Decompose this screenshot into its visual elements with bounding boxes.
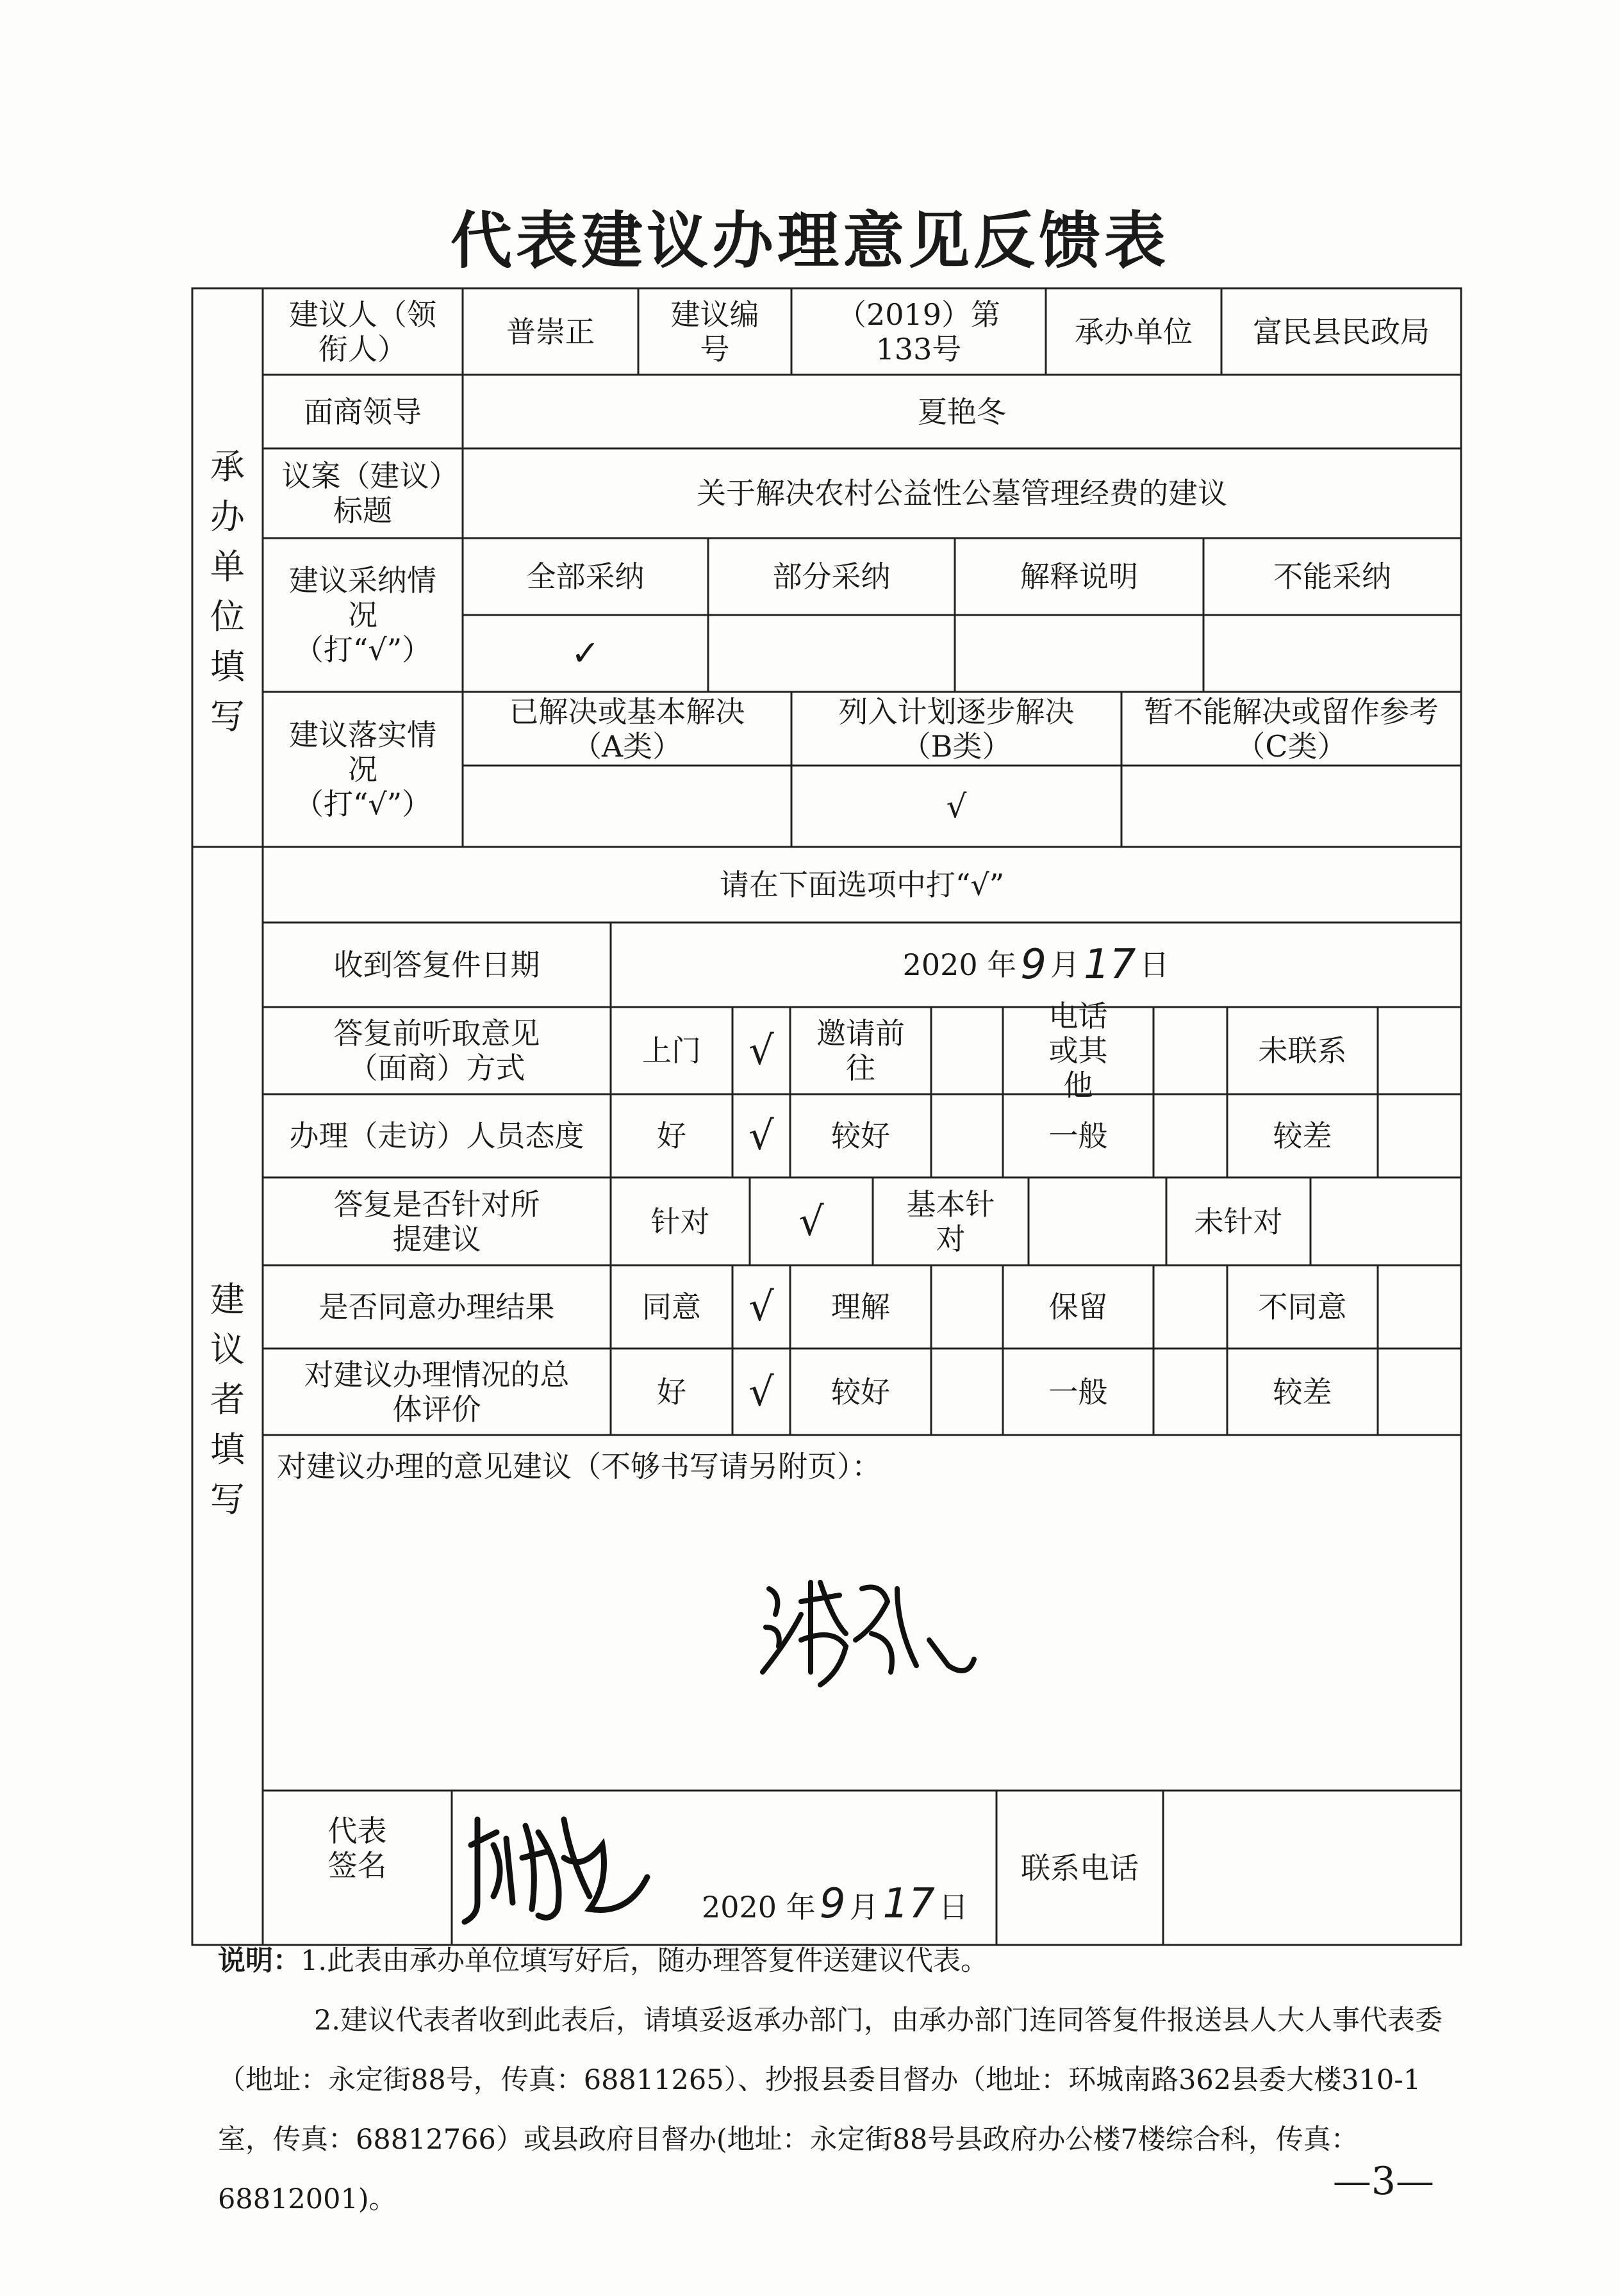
phone-value[interactable] xyxy=(1163,1791,1461,1945)
row5-opt4: 较差 xyxy=(1273,1374,1332,1409)
impl-check-b[interactable]: √ xyxy=(946,787,967,825)
leader-value: 夏艳冬 xyxy=(918,394,1006,429)
impl-label: 建议落实情况（打“√”） xyxy=(289,718,436,821)
row5-label: 对建议办理情况的总体评价 xyxy=(304,1357,570,1427)
sign-month: 9 xyxy=(819,1880,846,1928)
leader-label: 面商领导 xyxy=(304,394,422,429)
row5-opt3: 一般 xyxy=(1048,1374,1108,1409)
number-label: 建议编号 xyxy=(670,297,759,366)
row3-check[interactable]: √ xyxy=(798,1197,824,1245)
row5-opt2: 较好 xyxy=(831,1374,890,1409)
row4-check[interactable]: √ xyxy=(748,1283,774,1330)
row2-opt1: 好 xyxy=(657,1119,686,1153)
impl-option-a: 已解决或基本解决（A类） xyxy=(509,694,745,764)
notes: 说明：1.此表由承办单位填写好后，随办理答复件送建议代表。 2.建议代表者收到此表后，请填妥返承办部门，由承办部门连同答复件报送县人大人事代表委（地址：永定街88号，传真：68811265）、抄报县委目督办（地址：环城南路362县委大楼310-1室，传真：68812766）或县政府目督办(地址：永定街88号县政府办公楼7楼综合科，传真：68812001)。 xyxy=(218,1945,1443,2215)
row1-opt3: 电话或其他 xyxy=(1048,999,1108,1103)
topic-value: 关于解决农村公益性公墓管理经费的建议 xyxy=(697,476,1227,511)
sign-label: 代表签名 xyxy=(327,1814,387,1883)
row1-check[interactable]: √ xyxy=(748,1027,774,1074)
row3-opt2: 基本针对 xyxy=(906,1186,995,1256)
row5-check[interactable]: √ xyxy=(748,1368,774,1415)
adopt-option-explain: 解释说明 xyxy=(1020,559,1138,594)
date-label: 收到答复件日期 xyxy=(333,947,540,982)
row2-opt3: 一般 xyxy=(1048,1119,1108,1153)
received-date: 2020 年 9 月 17 日 xyxy=(902,941,1170,988)
row3-label: 答复是否针对所提建议 xyxy=(333,1186,540,1256)
opinion-label: 对建议办理的意见建议（不够书写请另附页）： xyxy=(277,1449,881,1484)
sign-day: 17 xyxy=(882,1880,935,1928)
adopt-option-reject: 不能采纳 xyxy=(1273,559,1391,594)
signature-opinion xyxy=(763,1582,974,1685)
section-a-label: 承办单位填写 xyxy=(210,447,245,737)
impl-option-c: 暂不能解决或留作参考（C类） xyxy=(1144,694,1439,764)
date-month: 9 xyxy=(1020,941,1046,988)
proposer-label: 建议人（领衔人） xyxy=(289,297,436,366)
row1-opt4: 未联系 xyxy=(1258,1033,1347,1068)
row4-opt4: 不同意 xyxy=(1258,1290,1347,1324)
unit-label: 承办单位 xyxy=(1075,314,1193,349)
date-day: 17 xyxy=(1083,941,1136,988)
row4-opt1: 同意 xyxy=(642,1290,701,1324)
instruction: 请在下面选项中打“√” xyxy=(719,867,1005,902)
number-value: （2019）第133号 xyxy=(836,297,1001,366)
row4-opt2: 理解 xyxy=(831,1290,890,1324)
row2-opt4: 较差 xyxy=(1273,1119,1332,1153)
row4-opt3: 保留 xyxy=(1048,1290,1108,1324)
signature-representative xyxy=(465,1819,647,1922)
row1-label: 答复前听取意见（面商）方式 xyxy=(333,1016,540,1085)
row5-opt1: 好 xyxy=(657,1374,686,1409)
page-number: —3— xyxy=(1332,2159,1434,2204)
sign-date: 2020 年 9 月 17 日 xyxy=(702,1880,968,1928)
topic-label: 议案（建议）标题 xyxy=(281,459,444,528)
phone-label: 联系电话 xyxy=(1021,1850,1139,1885)
row2-opt2: 较好 xyxy=(831,1119,890,1153)
page-title: 代表建议办理意见反馈表 xyxy=(450,204,1170,277)
unit-value: 富民县民政局 xyxy=(1253,314,1430,349)
row4-label: 是否同意办理结果 xyxy=(318,1290,555,1324)
row2-label: 办理（走访）人员态度 xyxy=(289,1119,584,1153)
row1-opt2: 邀请前往 xyxy=(816,1016,905,1085)
section-b-label: 建议者填写 xyxy=(210,1279,245,1520)
adopt-option-part: 部分采纳 xyxy=(772,559,891,594)
row2-check[interactable]: √ xyxy=(748,1112,774,1159)
row1-opt1: 上门 xyxy=(642,1033,701,1068)
proposer-value: 普崇正 xyxy=(506,314,595,349)
row3-opt3: 未针对 xyxy=(1194,1204,1283,1239)
adopt-label: 建议采纳情况（打“√”） xyxy=(289,563,436,667)
adopt-option-all: 全部采纳 xyxy=(526,559,645,594)
adopt-check-all[interactable]: ✓ xyxy=(570,633,600,673)
impl-option-b: 列入计划逐步解决（B类） xyxy=(838,694,1075,764)
row3-opt1: 针对 xyxy=(650,1204,710,1239)
